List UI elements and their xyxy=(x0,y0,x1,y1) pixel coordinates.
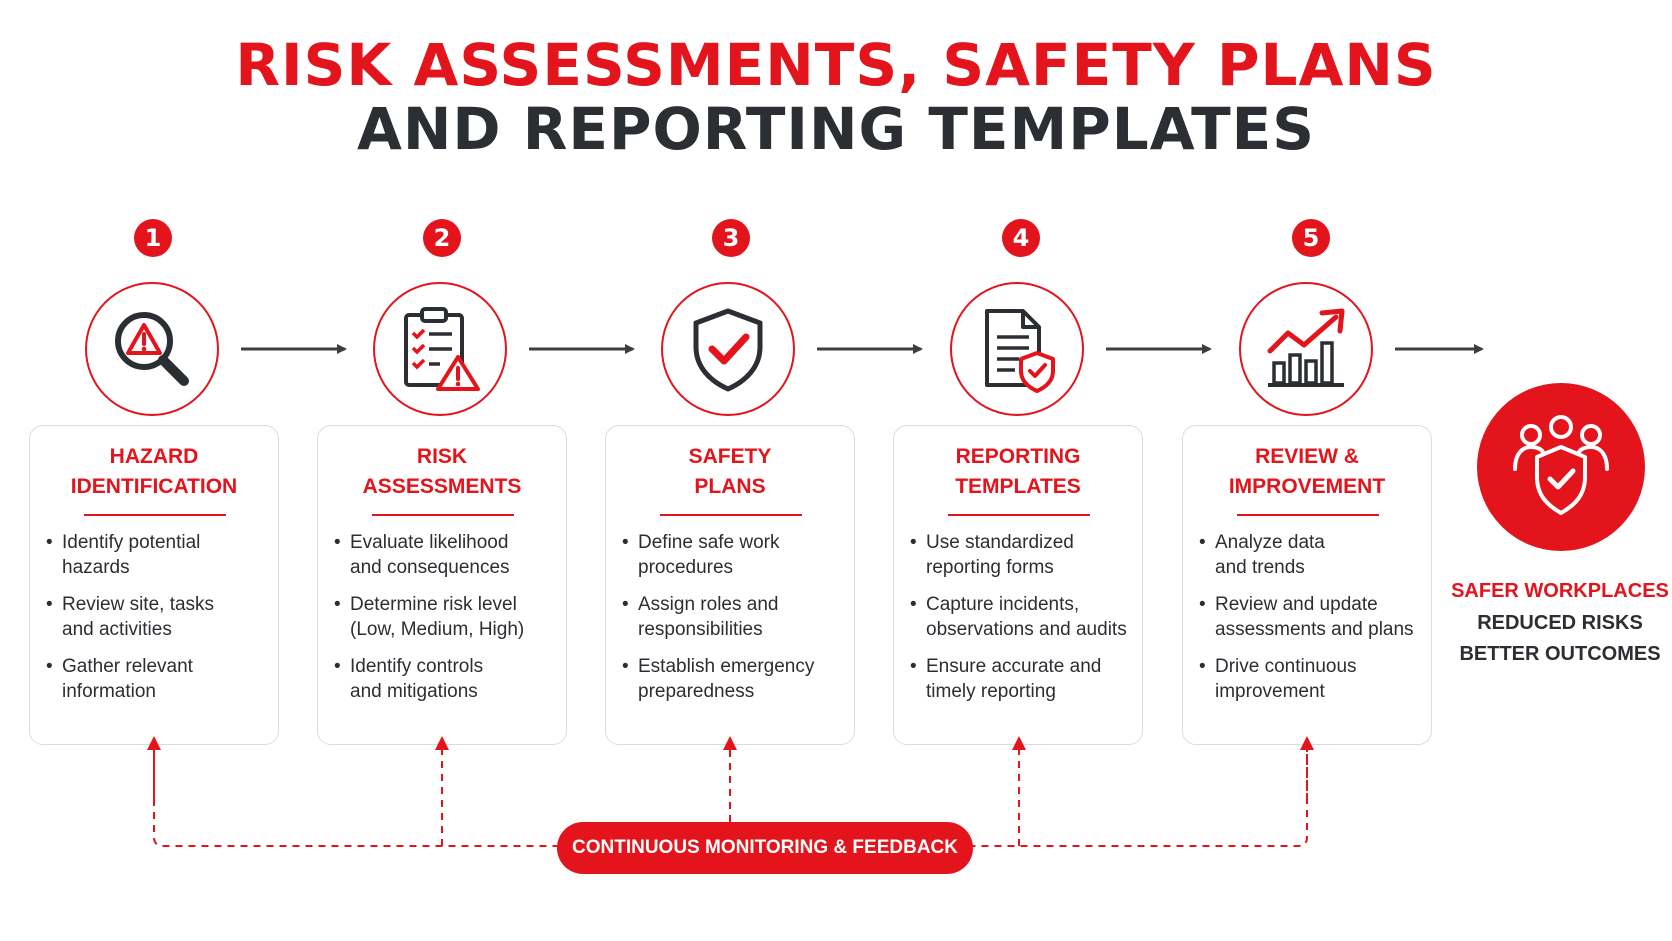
bullet-item: • Use standardized reporting forms xyxy=(910,530,1134,580)
step-title-2: RISK ASSESSMENTS xyxy=(362,445,522,498)
bullet-item: • Drive continuous improvement xyxy=(1199,654,1423,704)
bullet-item: • Identify potential hazards xyxy=(46,530,270,580)
bullet-item: • Analyze data and trends xyxy=(1199,530,1423,580)
bullet-item: • Identify controls and mitigations xyxy=(334,654,558,704)
page-title-line1: RISK ASSESSMENTS, SAFETY PLANS xyxy=(235,31,1437,99)
bullet-item: • Assign roles and responsibilities xyxy=(622,592,846,642)
bullet-item: • Ensure accurate and timely reporting xyxy=(910,654,1134,704)
step-badge-2: 2 xyxy=(423,219,461,257)
step-title-5: REVIEW & IMPROVEMENT xyxy=(1228,445,1386,498)
bullet-item: • Review and update assessments and plans xyxy=(1199,592,1423,642)
outcome-line-2: REDUCED RISKS xyxy=(1477,612,1643,634)
bullet-item: • Capture incidents, observations and audits xyxy=(910,592,1134,642)
bullet-item: • Establish emergency preparedness xyxy=(622,654,846,704)
step-badge-5: 5 xyxy=(1292,219,1330,257)
bullet-item: • Determine risk level (Low, Medium, High) xyxy=(334,592,558,642)
outcome-line-3: BETTER OUTCOMES xyxy=(1459,643,1661,665)
step-title-1: HAZARD IDENTIFICATION xyxy=(70,445,238,498)
step-badge-3: 3 xyxy=(712,219,750,257)
outcome-circle xyxy=(1477,383,1645,551)
bullet-item: • Define safe work procedures xyxy=(622,530,846,580)
step-badge-4: 4 xyxy=(1002,219,1040,257)
bullet-item: • Gather relevant information xyxy=(46,654,270,704)
bullet-item: • Review site, tasks and activities xyxy=(46,592,270,642)
feedback-label: CONTINUOUS MONITORING & FEEDBACK xyxy=(557,822,973,874)
bullet-item: • Evaluate likelihood and consequences xyxy=(334,530,558,580)
outcome-line-1: SAFER WORKPLACES xyxy=(1451,580,1669,602)
step-badge-1: 1 xyxy=(134,219,172,257)
page-title-line2: AND REPORTING TEMPLATES xyxy=(356,95,1316,163)
people-shield-icon xyxy=(1501,407,1621,527)
step-title-3: SAFETY PLANS xyxy=(688,445,772,498)
step-title-4: REPORTING TEMPLATES xyxy=(955,445,1081,498)
